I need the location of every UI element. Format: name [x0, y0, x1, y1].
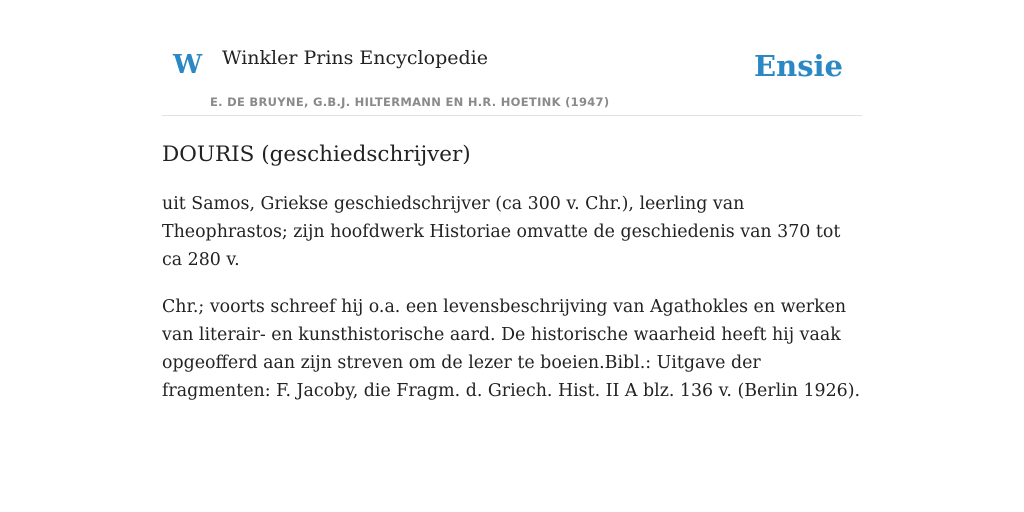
entry-paragraph: uit Samos, Griekse geschiedschrijver (ca 300 v. Chr.), leerling van Theophrastos; zijn hoofdwerk Historiae omvatte de geschiedenis van 370 tot ca 280 v. — [162, 193, 841, 270]
ensie-logo-link[interactable]: Ensie — [754, 49, 843, 83]
entry-title: DOURIS (geschiedschrijver) — [162, 142, 471, 167]
header — [162, 0, 862, 116]
winkler-prins-logo[interactable]: W — [173, 50, 203, 80]
book-authors: E. DE BRUYNE, G.B.J. HILTERMANN EN H.R. HOETINK (1947) — [210, 95, 610, 109]
book-title[interactable]: Winkler Prins Encyclopedie — [222, 47, 488, 69]
page — [162, 0, 862, 405]
entry-paragraph: Chr.; voorts schreef hij o.a. een levensbeschrijving van Agathokles en werken van literair- en kunsthistorische aard. De historische waarheid heeft hij vaak opgeofferd aan zijn streven om de lezer te boeien.Bibl.: Uitgave der fragmenten: F. Jacoby, die Fragm. d. Griech. Hist. II A blz. 136 v. (Berlin 1926). — [162, 296, 861, 401]
